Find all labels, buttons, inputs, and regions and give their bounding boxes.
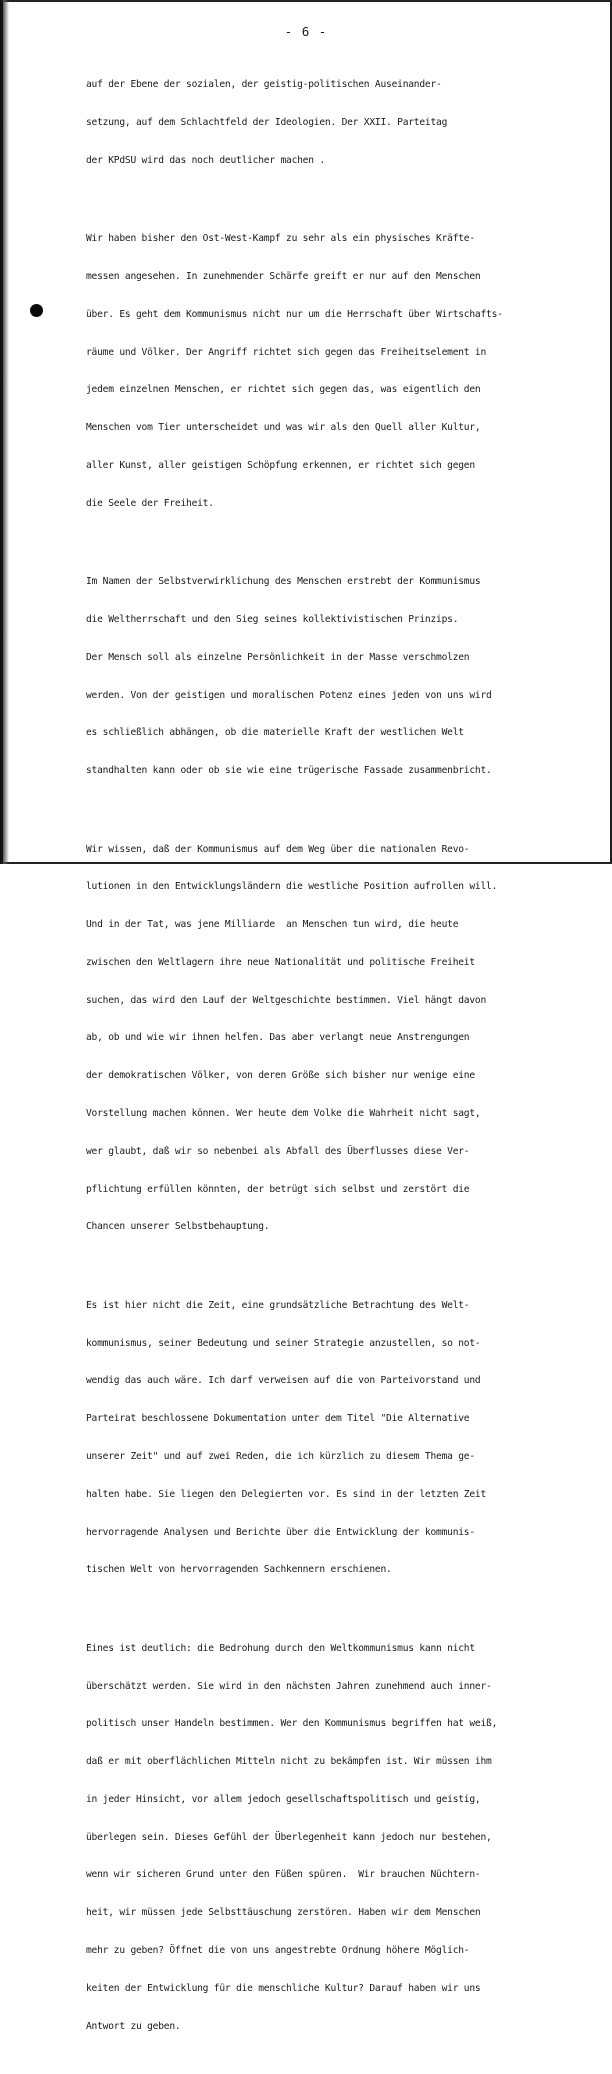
text-line: setzung, auf dem Schlachtfeld der Ideologien. Der XXII. Parteitag (86, 116, 448, 128)
text-line: überlegen sein. Dieses Gefühl der Überlegenheit kann jedoch nur bestehen, (86, 1831, 492, 1843)
paragraph (86, 54, 566, 193)
text-line: über. Es geht dem Kommunismus nicht nur um die Herrschaft über Wirtschafts- (86, 308, 503, 320)
text-line: standhalten kann oder ob sie wie eine trügerische Fassade zusammenbricht. (86, 765, 492, 777)
text-line: messen angesehen. In zunehmender Schärfe greift er nur auf den Menschen (86, 271, 481, 282)
text-line: Vorstellung machen können. Wer heute dem Volke die Wahrheit nicht sagt, (86, 1108, 481, 1119)
text-line: die Weltherrschaft und den Sieg seines kollektivistischen Prinzips. (86, 613, 459, 625)
paragraph (86, 818, 566, 1259)
text-line: ab, ob und wie wir ihnen helfen. Das aber verlangt neue Anstrengungen (86, 1032, 470, 1044)
punch-hole-mark (30, 304, 43, 317)
text-line: zwischen den Weltlagern ihre neue Nationalität und politische Freiheit (86, 956, 475, 968)
text-line: lutionen in den Entwicklungsländern die westliche Position aufrollen will. (86, 881, 498, 893)
text-line: Und in der Tat, was jene Milliarde an Menschen tun wird, die heute (86, 919, 459, 931)
text-line: pflichtung erfüllen könnten, der betrügt sich selbst und zerstört die (86, 1183, 470, 1195)
text-line: kommunismus, seiner Bedeutung und seiner Strategie anzustellen, so not- (86, 1337, 481, 1349)
text-line: werden. Von der geistigen und moralischen Potenz eines jeden von uns wird (86, 689, 492, 701)
text-line: daß er mit oberflächlichen Mitteln nicht zu bekämpfen ist. Wir müssen ihm (86, 1756, 492, 1768)
scan-edge-shadow (3, 0, 9, 864)
paragraph (86, 551, 566, 803)
text-line: unserer Zeit" und auf zwei Reden, die ich kürzlich zu diesem Thema ge- (86, 1450, 475, 1462)
text-line: der KPdSU wird das noch deutlicher machen . (86, 154, 325, 166)
text-line: Im Namen der Selbstverwirklichung des Menschen erstrebt der Kommunismus (86, 576, 481, 588)
text-line: es schließlich abhängen, ob die materielle Kraft der westlichen Welt (86, 727, 464, 739)
paragraph (86, 208, 566, 535)
text-line: mehr zu geben? Öffnet die von uns angestrebte Ordnung höhere Möglich- (86, 1945, 470, 1956)
text-line: wenn wir sicheren Grund unter den Füßen spüren. Wir brauchen Nüchtern- (86, 1869, 481, 1881)
text-line: Wir haben bisher den Ost-West-Kampf zu sehr als ein physisches Kräfte- (86, 233, 475, 245)
text-line: die Seele der Freiheit. (86, 497, 214, 509)
paragraph (86, 1618, 566, 2059)
text-line: tischen Welt von hervorragenden Sachkennern erschienen. (86, 1564, 392, 1576)
text-line: Es ist hier nicht die Zeit, eine grundsätzliche Betrachtung des Welt- (86, 1299, 470, 1311)
text-line: überschätzt werden. Sie wird in den nächsten Jahren zunehmend auch inner- (86, 1680, 492, 1692)
text-line: Antwort zu geben. (86, 2020, 181, 2032)
text-line: Menschen vom Tier unterscheidet und was wir als den Quell aller Kultur, (86, 422, 481, 434)
text-line: heit, wir müssen jede Selbsttäuschung zerstören. Haben wir dem Menschen (86, 1907, 481, 1919)
text-line: in jeder Hinsicht, vor allem jedoch gesellschaftspolitisch und geistig, (86, 1793, 481, 1805)
text-line: Eines ist deutlich: die Bedrohung durch den Weltkommunismus kann nicht (86, 1642, 475, 1654)
text-line: wer glaubt, daß wir so nebenbei als Abfall des Überflusses diese Ver- (86, 1145, 470, 1157)
text-line: der demokratischen Völker, von deren Größe sich bisher nur wenige eine (86, 1070, 475, 1082)
text-line: politisch unser Handeln bestimmen. Wer den Kommunismus begriffen hat weiß, (86, 1718, 498, 1730)
page-number: - 6 - (284, 24, 328, 39)
text-line: hervorragende Analysen und Berichte über die Entwicklung der kommunis- (86, 1526, 475, 1538)
paragraph (86, 1275, 566, 1602)
document-body (86, 54, 566, 2074)
text-line: jedem einzelnen Menschen, er richtet sich gegen das, was eigentlich den (86, 384, 481, 396)
text-line: Chancen unserer Selbstbehauptung. (86, 1221, 270, 1233)
text-line: wendig das auch wäre. Ich darf verweisen auf die von Parteivorstand und (86, 1375, 481, 1387)
text-line: suchen, das wird den Lauf der Weltgeschichte bestimmen. Viel hängt davon (86, 994, 487, 1006)
text-line: halten habe. Sie liegen den Delegierten vor. Es sind in der letzten Zeit (86, 1488, 487, 1500)
text-line: Parteirat beschlossene Dokumentation unter dem Titel "Die Alternative (86, 1413, 470, 1425)
text-line: auf der Ebene der sozialen, der geistig-politischen Auseinander- (86, 79, 442, 91)
text-line: aller Kunst, aller geistigen Schöpfung erkennen, er richtet sich gegen (86, 459, 475, 471)
text-line: Der Mensch soll als einzelne Persönlichkeit in der Masse verschmolzen (86, 651, 470, 663)
text-line: räume und Völker. Der Angriff richtet sich gegen das Freiheitselement in (86, 346, 487, 358)
text-line: Wir wissen, daß der Kommunismus auf dem Weg über die nationalen Revo- (86, 843, 470, 855)
text-line: keiten der Entwicklung für die menschliche Kultur? Darauf haben wir uns (86, 1982, 481, 1994)
